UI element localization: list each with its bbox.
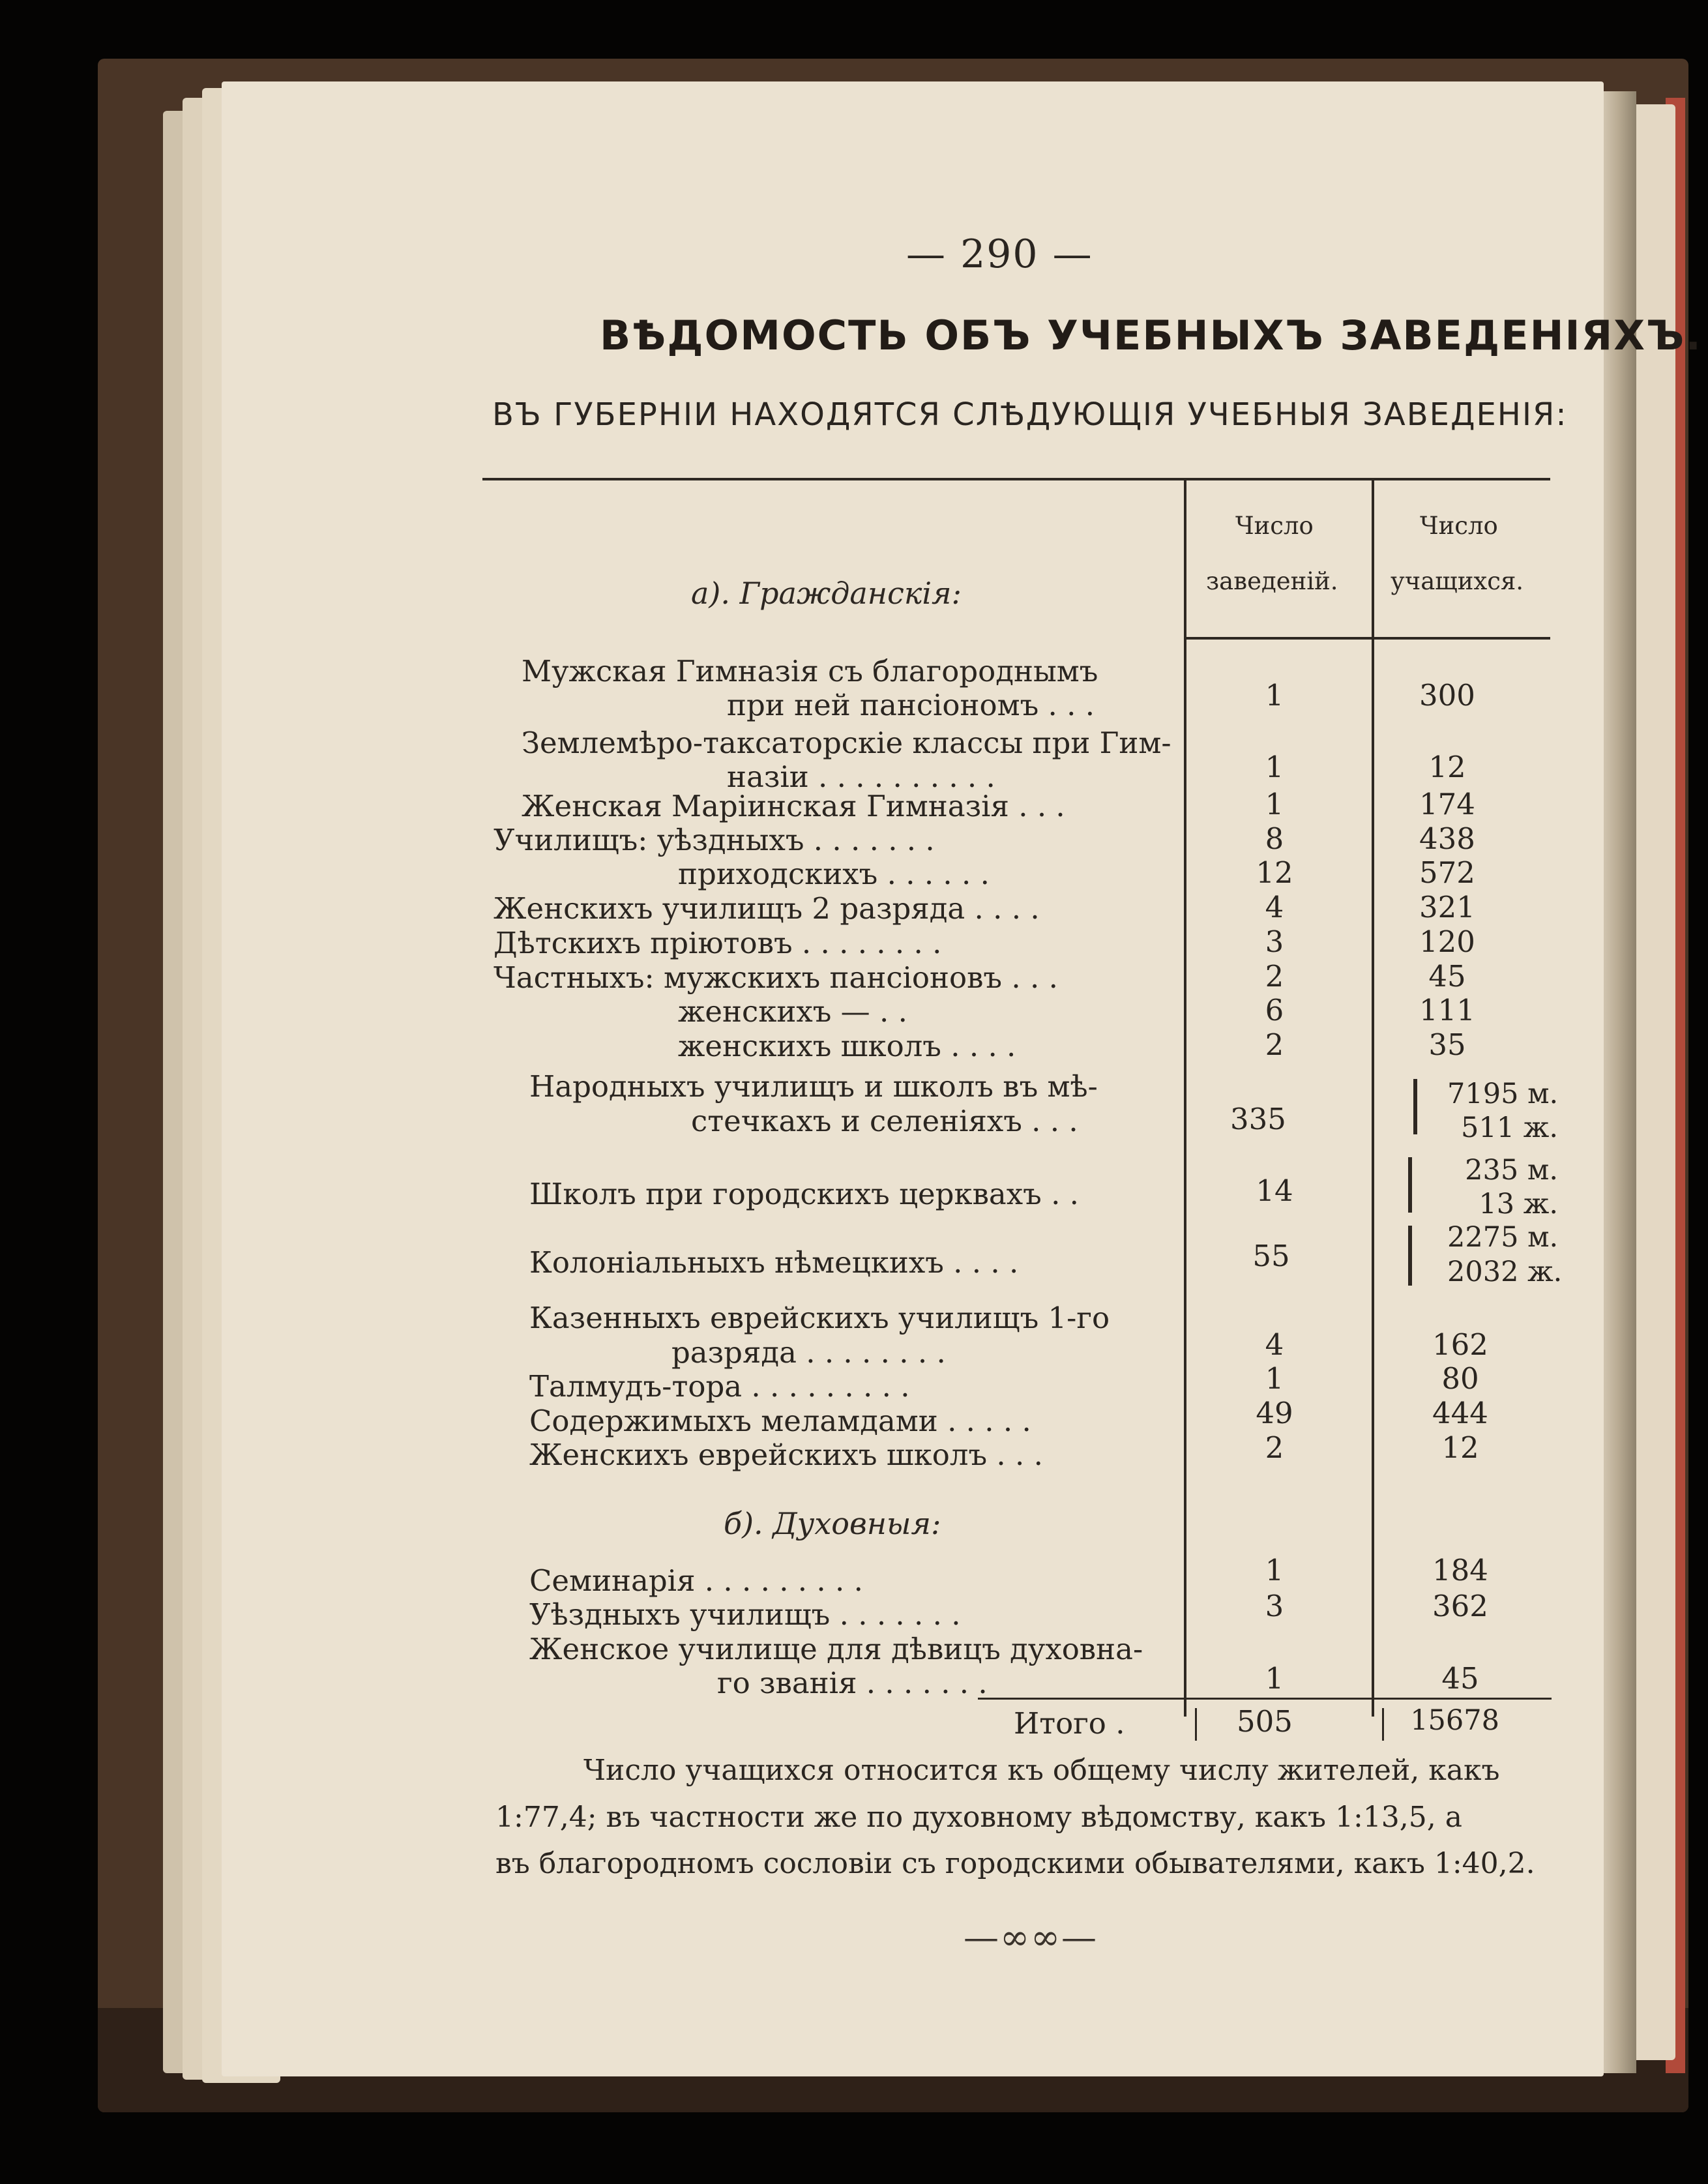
students-count: 80 (1441, 1361, 1479, 1396)
institutions-count: 1 (1265, 1661, 1284, 1696)
row-label: Мужская Гимназія съ благороднымъ (522, 654, 1098, 688)
institutions-count: 8 (1265, 821, 1284, 856)
column-header-students-2: учащихся. (1391, 567, 1524, 595)
row-label: Талмудъ-тора . . . . . . . . . (529, 1369, 910, 1404)
institutions-count: 55 (1252, 1239, 1290, 1273)
total-students: 15678 (1410, 1704, 1499, 1737)
section-heading-clerical: б). Духовныя: (724, 1506, 941, 1541)
total-divider (1382, 1708, 1384, 1741)
row-label: Женское училище для дѣвицъ духовна- (529, 1632, 1143, 1666)
column-divider-2 (1372, 478, 1374, 1717)
students-count-female: 2032 ж. (1447, 1256, 1563, 1288)
students-count-male: 235 м. (1465, 1154, 1558, 1187)
row-label: назіи . . . . . . . . . . (727, 760, 995, 794)
institutions-count: 6 (1265, 993, 1284, 1027)
page-number: — 290 — (906, 231, 1093, 277)
institutions-count: 1 (1265, 787, 1284, 821)
institutions-count: 4 (1265, 1327, 1284, 1362)
row-label: разряда . . . . . . . . (671, 1335, 946, 1370)
institutions-count: 2 (1265, 1027, 1284, 1062)
students-count-female: 13 ж. (1479, 1188, 1558, 1220)
students-count-male: 2275 м. (1447, 1221, 1559, 1254)
section-heading-civil: а). Гражданскія: (691, 576, 962, 611)
institutions-count: 2 (1265, 959, 1284, 994)
row-label: Уѣздныхъ училищъ . . . . . . . (529, 1597, 961, 1632)
paragraph-line-1: Число учащихся относится къ общему числу жителей, какъ (583, 1754, 1500, 1787)
total-label: Итого . (1014, 1706, 1125, 1741)
row-label: Содержимыхъ меламдами . . . . . (529, 1404, 1031, 1438)
students-count: 12 (1428, 750, 1466, 784)
total-institutions: 505 (1237, 1704, 1293, 1739)
students-count: 444 (1432, 1396, 1488, 1430)
row-label: женскихъ школъ . . . . (678, 1029, 1016, 1063)
row-label: женскихъ — . . (678, 994, 907, 1029)
institutions-count: 49 (1256, 1396, 1293, 1430)
total-divider (1195, 1708, 1197, 1741)
students-count: 45 (1441, 1661, 1479, 1696)
row-label: Частныхъ: мужскихъ пансіоновъ . . . (493, 960, 1058, 995)
institutions-count: 335 (1230, 1102, 1286, 1136)
students-count-female: 511 ж. (1461, 1112, 1558, 1144)
row-label: Казенныхъ еврейскихъ училищъ 1-го (529, 1301, 1110, 1335)
row-label: Училищъ: уѣздныхъ . . . . . . . (493, 823, 935, 857)
page-subtitle: ВЪ ГУБЕРНІИ НАХОДЯТСЯ СЛѢДУЮЩІЯ УЧЕБНЫЯ ЗАВЕДЕНІЯ: (492, 396, 1568, 433)
header-rule (1184, 637, 1550, 640)
row-label: Народныхъ училищъ и школъ въ мѣ- (529, 1069, 1098, 1104)
students-count: 45 (1428, 959, 1466, 994)
table-top-rule (482, 478, 1550, 480)
row-label: стечкахъ и селеніяхъ . . . (691, 1104, 1078, 1138)
bracket (1413, 1079, 1417, 1134)
row-label: го званія . . . . . . . (717, 1666, 988, 1700)
column-header-institutions: Число (1235, 512, 1314, 540)
students-count: 321 (1419, 890, 1475, 924)
institutions-count: 14 (1256, 1173, 1293, 1208)
institutions-count: 3 (1265, 1589, 1284, 1623)
row-label: Колоніальныхъ нѣмецкихъ . . . . (529, 1245, 1019, 1280)
students-count: 174 (1419, 787, 1475, 821)
row-label: Женскихъ еврейскихъ школъ . . . (529, 1438, 1043, 1472)
column-header-students: Число (1420, 512, 1498, 540)
total-rule (978, 1698, 1552, 1700)
institutions-count: 1 (1265, 1361, 1284, 1396)
row-label: Школъ при городскихъ церквахъ . . (529, 1177, 1079, 1211)
ornament-divider: —∞∞— (964, 1917, 1098, 1958)
students-count: 12 (1441, 1430, 1479, 1465)
institutions-count: 1 (1265, 1553, 1284, 1587)
students-count-male: 7195 м. (1447, 1078, 1559, 1110)
row-label: Женскихъ училищъ 2 разряда . . . . (493, 891, 1040, 926)
bracket (1408, 1226, 1412, 1286)
students-count: 111 (1419, 993, 1475, 1027)
students-count: 300 (1419, 678, 1475, 713)
institutions-count: 3 (1265, 924, 1284, 959)
institutions-count: 1 (1265, 678, 1284, 713)
row-label: при ней пансіономъ . . . (727, 688, 1095, 722)
students-count: 35 (1428, 1027, 1466, 1062)
students-count: 362 (1432, 1589, 1488, 1623)
students-count: 572 (1419, 855, 1475, 890)
column-divider-1 (1184, 478, 1186, 1717)
row-label: Женская Маріинская Гимназія . . . (522, 789, 1065, 823)
row-label: Дѣтскихъ пріютовъ . . . . . . . . (493, 926, 942, 960)
students-count: 184 (1432, 1553, 1488, 1587)
paragraph-line-2: 1:77,4; въ частности же по духовному вѣдомству, какъ 1:13,5, а (495, 1801, 1462, 1834)
institutions-count: 12 (1256, 855, 1293, 890)
institutions-count: 2 (1265, 1430, 1284, 1465)
students-count: 162 (1432, 1327, 1488, 1362)
institutions-count: 4 (1265, 890, 1284, 924)
row-label: приходскихъ . . . . . . (678, 857, 990, 891)
students-count: 120 (1419, 924, 1475, 959)
institutions-count: 1 (1265, 750, 1284, 784)
row-label: Семинарія . . . . . . . . . (529, 1563, 863, 1598)
paragraph-line-3: въ благородномъ сословіи съ городскими обывателями, какъ 1:40,2. (495, 1847, 1535, 1880)
students-count: 438 (1419, 821, 1475, 856)
row-label: Землемѣро-таксаторскіе классы при Гим- (522, 726, 1171, 760)
page-title: ВѢДОМОСТЬ ОБЪ УЧЕБНЫХЪ ЗАВЕДЕНІЯХЪ. (600, 312, 1702, 359)
column-header-institutions-2: заведеній. (1206, 567, 1338, 595)
bracket (1408, 1157, 1412, 1213)
